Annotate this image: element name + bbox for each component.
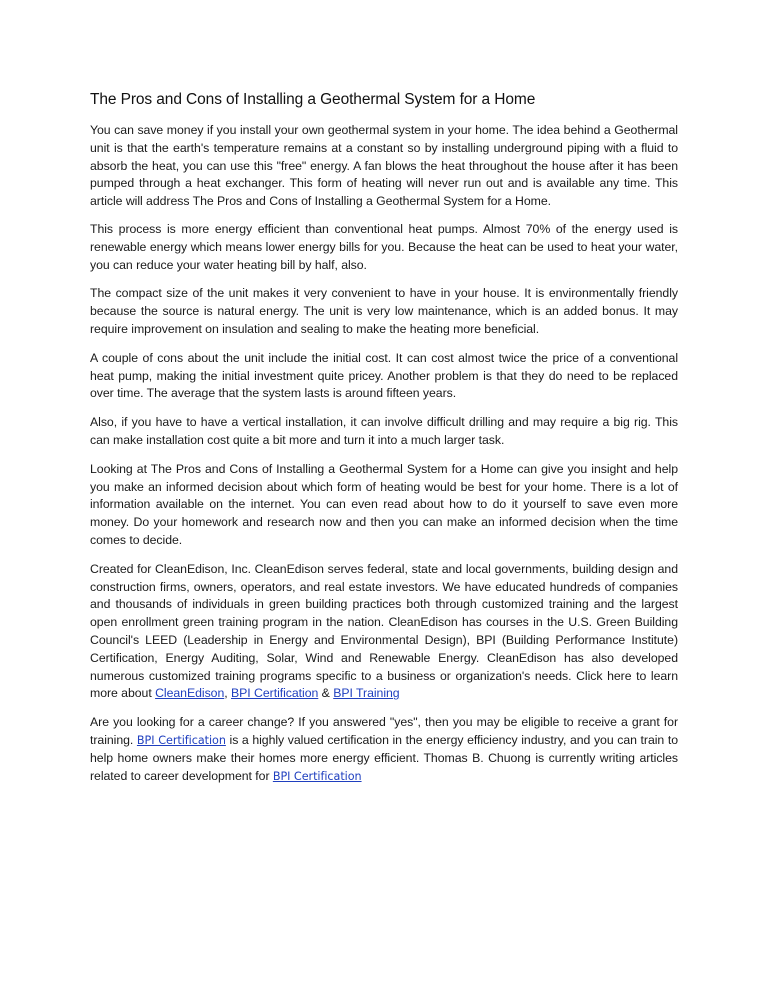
link-bpi-training[interactable]: BPI Training xyxy=(333,686,400,701)
about-separator-ampersand: & xyxy=(318,686,334,701)
about-separator-comma: , xyxy=(224,686,231,701)
career-text-b: is a highly valued certification in the energy efficiency industry, and you can train to help home owners make their homes more energy efficient. Thomas B. Chuong is currently writing articles related to career development for xyxy=(90,732,678,783)
paragraph-conclusion: Looking at The Pros and Cons of Installing a Geothermal System for a Home can give you insight and help you make an informed decision about which form of heating would be best for your home. There is a lot of information available on the internet. You can even read about how to do it yourself to save even more money. Do your homework and research now and then you can make an informed decision when the time comes to decide. xyxy=(90,461,678,547)
paragraph-career-change xyxy=(90,714,678,785)
paragraph-vertical-installation: Also, if you have to have a vertical installation, it can involve difficult drilling and may require a big rig. This can make installation cost quite a bit more and turn it into a much larger task. xyxy=(90,415,678,447)
link-bpi-certification-inline[interactable]: BPI Certification xyxy=(136,733,226,747)
paragraph-intro: You can save money if you install your own geothermal system in your home. The idea behind a Geothermal unit is that the earth's temperature remains at a constant so by installing underground piping with a fluid to absorb the heat, you can use this "free" energy. A fan blows the heat throughout the house after it has been pumped through a heat exchanger. This form of heating will never run out and is available any time. This article will address The Pros and Cons of Installing a Geothermal System for a Home. xyxy=(90,123,678,209)
paragraph-about-cleanedison xyxy=(90,561,678,703)
document-title: The Pros and Cons of Installing a Geothermal System for a Home xyxy=(90,91,536,108)
career-text-a: Are you looking for a career change? If you answered "yes", then you may be eligible to receive a grant for training. xyxy=(90,715,678,747)
paragraph-efficiency: This process is more energy efficient than conventional heat pumps. Almost 70% of the energy used is renewable energy which means lower energy bills for you. Because the heat can be used to heat your water, you can reduce your water heating bill by half, also. xyxy=(90,221,678,272)
link-bpi-certification[interactable]: BPI Certification xyxy=(231,686,319,701)
document-page xyxy=(90,90,678,796)
link-bpi-certification-closing[interactable]: BPI Certification xyxy=(272,769,362,783)
paragraph-cons-cost: A couple of cons about the unit include the initial cost. It can cost almost twice the price of a conventional heat pump, making the initial investment quite pricey. Another problem is that they do need to be replaced over time. The average that the system lasts is around fifteen years. xyxy=(90,350,678,401)
about-text: Created for CleanEdison, Inc. CleanEdison serves federal, state and local governments, building design and construction firms, owners, operators, and real estate investors. We have educated hundreds of companies and thousands of individuals in green building practices both through customized training and the largest open enrollment green training program in the nation. CleanEdison has courses in the U.S. Green Building Council's LEED (Leadership in Energy and Environmental Design), BPI (Building Performance Institute) Certification, Energy Auditing, Solar, Wind and Renewable Energy. CleanEdison has also developed numerous customized training programs specific to a business or organization's needs. Click here to learn more about xyxy=(90,561,678,701)
paragraph-compact-size: The compact size of the unit makes it very convenient to have in your house. It is environmentally friendly because the source is natural energy. The unit is very low maintenance, which is an added bonus. It may require improvement on insulation and sealing to make the heating more beneficial. xyxy=(90,286,678,336)
link-cleanedison[interactable]: CleanEdison xyxy=(155,686,225,701)
